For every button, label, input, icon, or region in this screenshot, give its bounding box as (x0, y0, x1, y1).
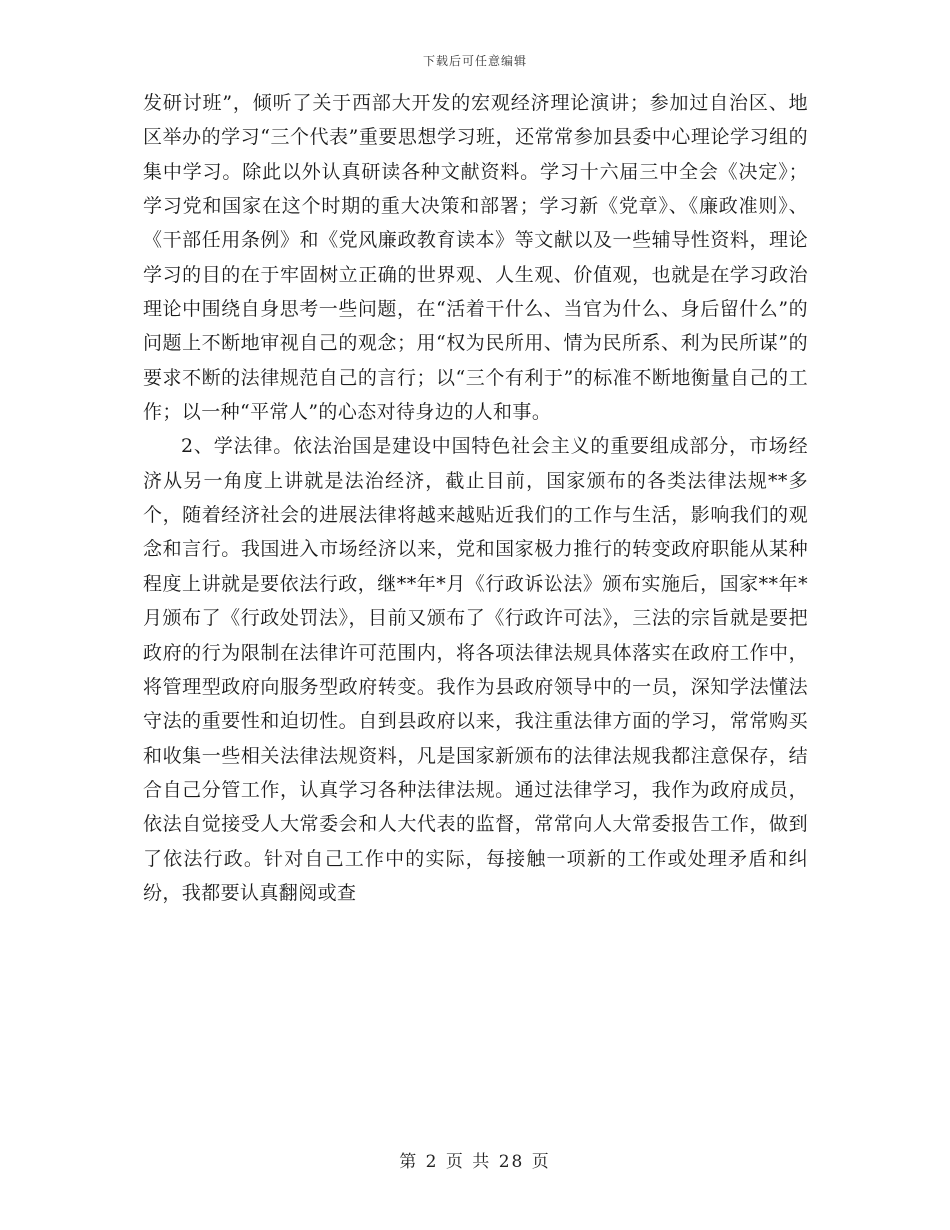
header-text: 下载后可任意编辑 (422, 54, 527, 68)
page-number-footer (0, 1147, 950, 1172)
page-header (0, 52, 950, 69)
document-body (143, 86, 808, 910)
footer-prefix: 第 (399, 1152, 419, 1172)
total-page-count: 28 (498, 1152, 525, 1172)
body-paragraph: 2、学法律。依法治国是建设中国特色社会主义的重要组成部分，市场经济从另一角度上讲就是法治经济，截止目前，国家颁布的各类法律法规**多个，随着经济社会的进展法律将越来越贴近我们的工作与生活，影响我们的观念和言行。我国进入市场经济以来，党和国家极力推行的转变政府职能从某种程度上讲就是要依法行政，继**年*月《行政诉讼法》颁布实施后，国家**年*月颁布了《行政处罚法》，目前又颁布了《行政许可法》，三法的宗旨就是要把政府的行为限制在法律许可范围内，将各项法律法规具体落实在政府工作中，将管理型政府向服务型政府转变。我作为县政府领导中的一员，深知学法懂法守法的重要性和迫切性。自到县政府以来，我注重法律方面的学习，常常购买和收集一些相关法律法规资料，凡是国家新颁布的法律法规我都注意保存，结合自己分管工作，认真学习各种法律法规。通过法律学习，我作为政府成员，依法自觉接受人大常委会和人大代表的监督，常常向人大常委报告工作，做到了依法行政。针对自己工作中的实际，每接触一项新的工作或处理矛盾和纠纷，我都要认真翻阅或查 (143, 435, 808, 904)
footer-suffix: 页 (531, 1152, 551, 1172)
body-paragraph: 发研讨班”，倾听了关于西部大开发的宏观经济理论演讲；参加过自治区、地区举办的学习“三个代表”重要思想学习班，还常常参加县委中心理论学习组的集中学习。除此以外认真研读各种文献资料。学习十六届三中全会《决定》；学习党和国家在这个时期的重大决策和部署；学习新《党章》、《廉政准则》、《干部任用条例》和《党风廉政教育读本》等文献以及一些辅导性资料，理论学习的目的在于牢固树立正确的世界观、人生观、价值观，也就是在学习政治理论中围绕自身思考一些问题，在“活着干什么、当官为什么、身后留什么”的问题上不断地审视自己的观念；用“权为民所用、情为民所系、利为民所谋”的要求不断的法律规范自己的言行；以“三个有利于”的标准不断地衡量自己的工作；以一种“平常人”的心态对待身边的人和事。 (143, 92, 808, 424)
current-page-number: 2 (425, 1152, 439, 1172)
footer-middle: 页 共 (445, 1152, 492, 1172)
